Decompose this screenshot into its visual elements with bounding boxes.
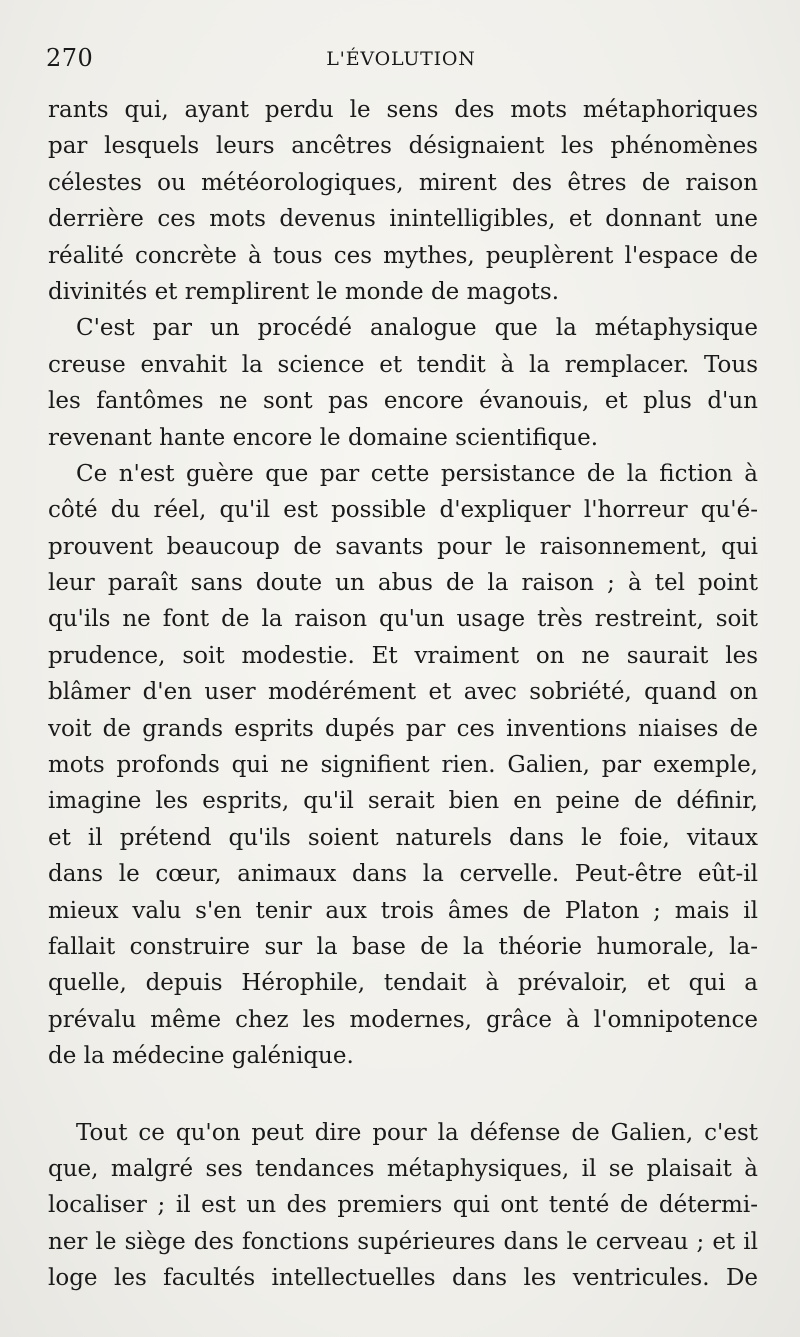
text-line: loge les facultés intellectuelles dans les ventricules. De [48,1265,758,1292]
text-line: et il prétend qu'ils soient naturels dans le foie, vitaux [48,824,758,851]
text-line: ner le siège des fonctions supérieures dans le cerveau ; et il [48,1228,758,1255]
paragraph [48,456,758,1075]
text-line: Tout ce qu'on peut dire pour la défense de Galien, c'est [76,1119,758,1146]
text-line: rants qui, ayant perdu le sens des mots métaphoriques [48,97,758,123]
text-line: côté du réel, qu'il est possible d'expliquer l'horreur qu'é- [48,497,758,524]
text-line: divinités et remplirent le monde de magots. [48,278,560,305]
text-line: voit de grands esprits dupés par ces inventions niaises de [48,715,758,742]
text-line: C'est par un procédé analogue que la métaphysique [76,315,758,342]
text-line: mots profonds qui ne signifient rien. Galien, par exemple, [48,752,758,779]
text-line: qu'ils ne font de la raison qu'un usage très restreint, soit [48,606,758,633]
text-line: revenant hante encore le domaine scientifique. [48,424,599,451]
text-line: dans le cœur, animaux dans la cervelle. Peut-être eût-il [48,861,758,888]
text-line: par lesquels leurs ancêtres désignaient les phénomènes [48,133,758,160]
text-line: creuse envahit la science et tendit à la remplacer. Tous [48,351,758,378]
text-line: quelle, depuis Hérophile, tendait à prévaloir, et qui a [48,970,758,997]
text-line: derrière ces mots devenus inintelligibles, et donnant une [48,206,758,233]
paragraph-spacer [48,1075,758,1115]
text-line: prudence, soit modestie. Et vraiment on ne saurait les [48,642,758,669]
paragraph [48,310,758,456]
paragraph [48,92,758,310]
text-line: mieux valu s'en tenir aux trois âmes de Platon ; mais il [48,897,758,924]
text-line: que, malgré ses tendances métaphysiques, il se plaisait à [48,1155,758,1182]
text-line: imagine les esprits, qu'il serait bien en peine de définir, [48,788,758,815]
text-line: célestes ou météorologiques, mirent des êtres de raison [48,169,758,196]
text-line: Ce n'est guère que par cette persistance de la fiction à [76,460,758,487]
text-line: fallait construire sur la base de la théorie humorale, la- [48,933,758,960]
text-line: localiser ; il est un des premiers qui ont tenté de détermi- [48,1192,758,1219]
page-body [48,92,758,1297]
text-line: blâmer d'en user modérément et avec sobriété, quand on [48,679,758,706]
text-line: leur paraît sans doute un abus de la raison ; à tel point [48,570,758,597]
text-line: les fantômes ne sont pas encore évanouis, et plus d'un [48,388,758,415]
text-line: prévalu même chez les modernes, grâce à l'omnipotence [48,1006,758,1033]
page-number: 270 [46,44,94,72]
paragraph [48,1115,758,1297]
running-title: L'ÉVOLUTION [326,48,476,70]
text-line: réalité concrète à tous ces mythes, peuplèrent l'espace de [48,242,758,269]
page-header [46,44,756,80]
text-line: de la médecine galénique. [48,1043,354,1070]
text-line: prouvent beaucoup de savants pour le raisonnement, qui [48,533,758,560]
